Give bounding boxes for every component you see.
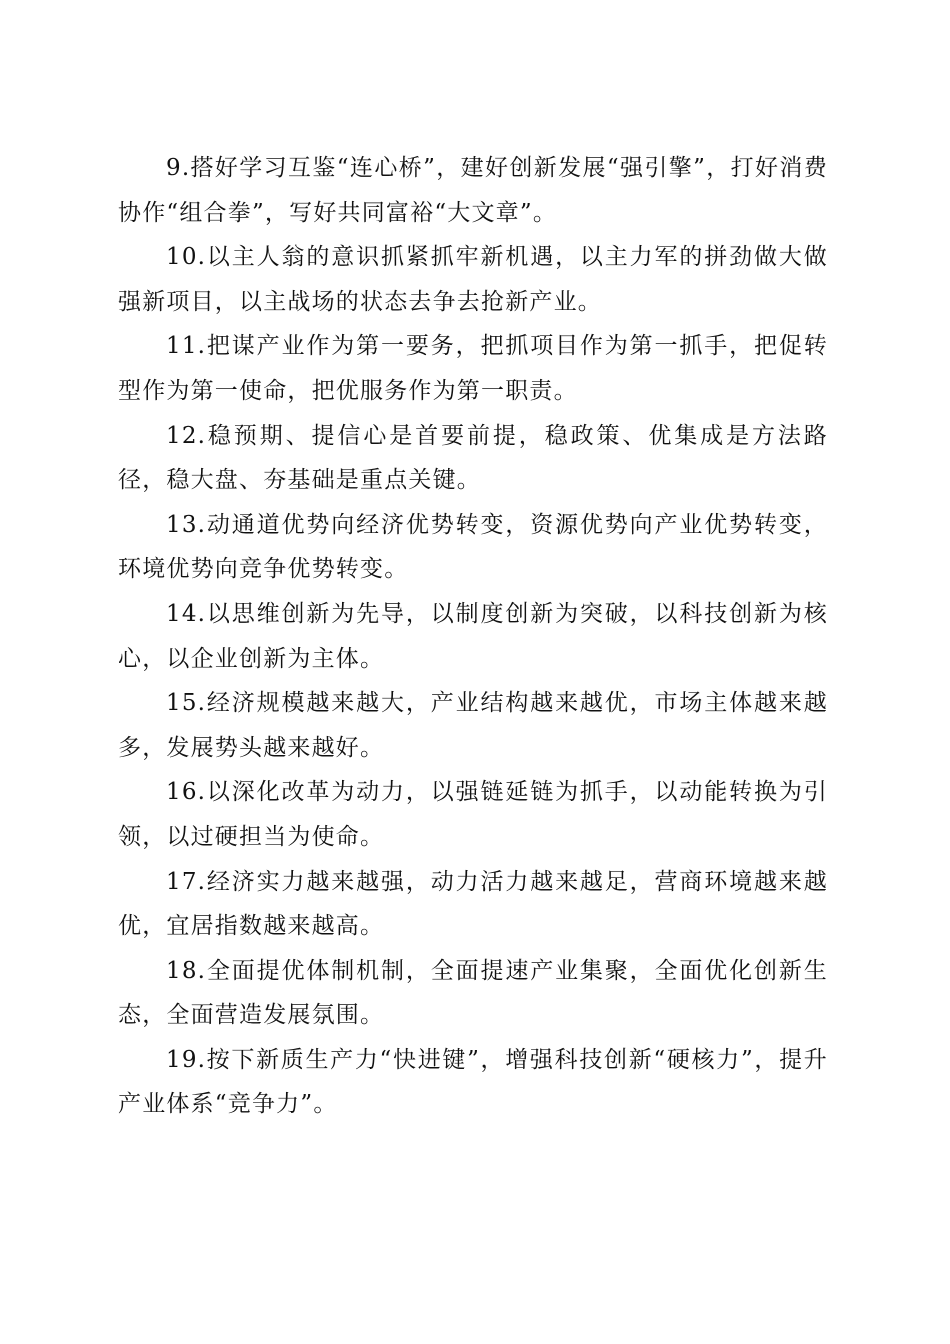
document-page xyxy=(118,146,828,1127)
paragraph-item-15: 15.经济规模越来越大，产业结构越来越优，市场主体越来越多，发展势头越来越好。 xyxy=(118,690,828,761)
paragraph-item-19: 19.按下新质生产力“快进键”，增强科技创新“硬核力”，提升产业体系“竞争力”。 xyxy=(118,1046,828,1118)
paragraph-item-12: 12.稳预期、提信心是首要前提，稳政策、优集成是方法路径，稳大盘、夯基础是重点关键。 xyxy=(118,422,828,494)
paragraph-item-13: 13.动通道优势向经济优势转变，资源优势向产业优势转变，环境优势向竞争优势转变。 xyxy=(118,511,828,583)
paragraph-item-16: 16.以深化改革为动力，以强链延链为抓手，以动能转换为引领，以过硬担当为使命。 xyxy=(118,779,828,850)
paragraph-item-10: 10.以主人翁的意识抓紧抓牢新机遇，以主力军的拼劲做大做强新项目，以主战场的状态去争去抢新产业。 xyxy=(118,244,828,315)
paragraph-item-17: 17.经济实力越来越强，动力活力越来越足，营商环境越来越优，宜居指数越来越高。 xyxy=(118,868,828,940)
paragraph-item-14: 14.以思维创新为先导，以制度创新为突破，以科技创新为核心，以企业创新为主体。 xyxy=(118,600,828,672)
paragraph-item-18: 18.全面提优体制机制，全面提速产业集聚，全面优化创新生态，全面营造发展氛围。 xyxy=(118,957,828,1029)
paragraph-item-9: 9.搭好学习互鉴“连心桥”，建好创新发展“强引擎”，打好消费协作“组合拳”，写好共同富裕“大文章”。 xyxy=(118,155,828,226)
paragraph-item-11: 11.把谋产业作为第一要务，把抓项目作为第一抓手，把促转型作为第一使命，把优服务作为第一职责。 xyxy=(118,333,828,404)
